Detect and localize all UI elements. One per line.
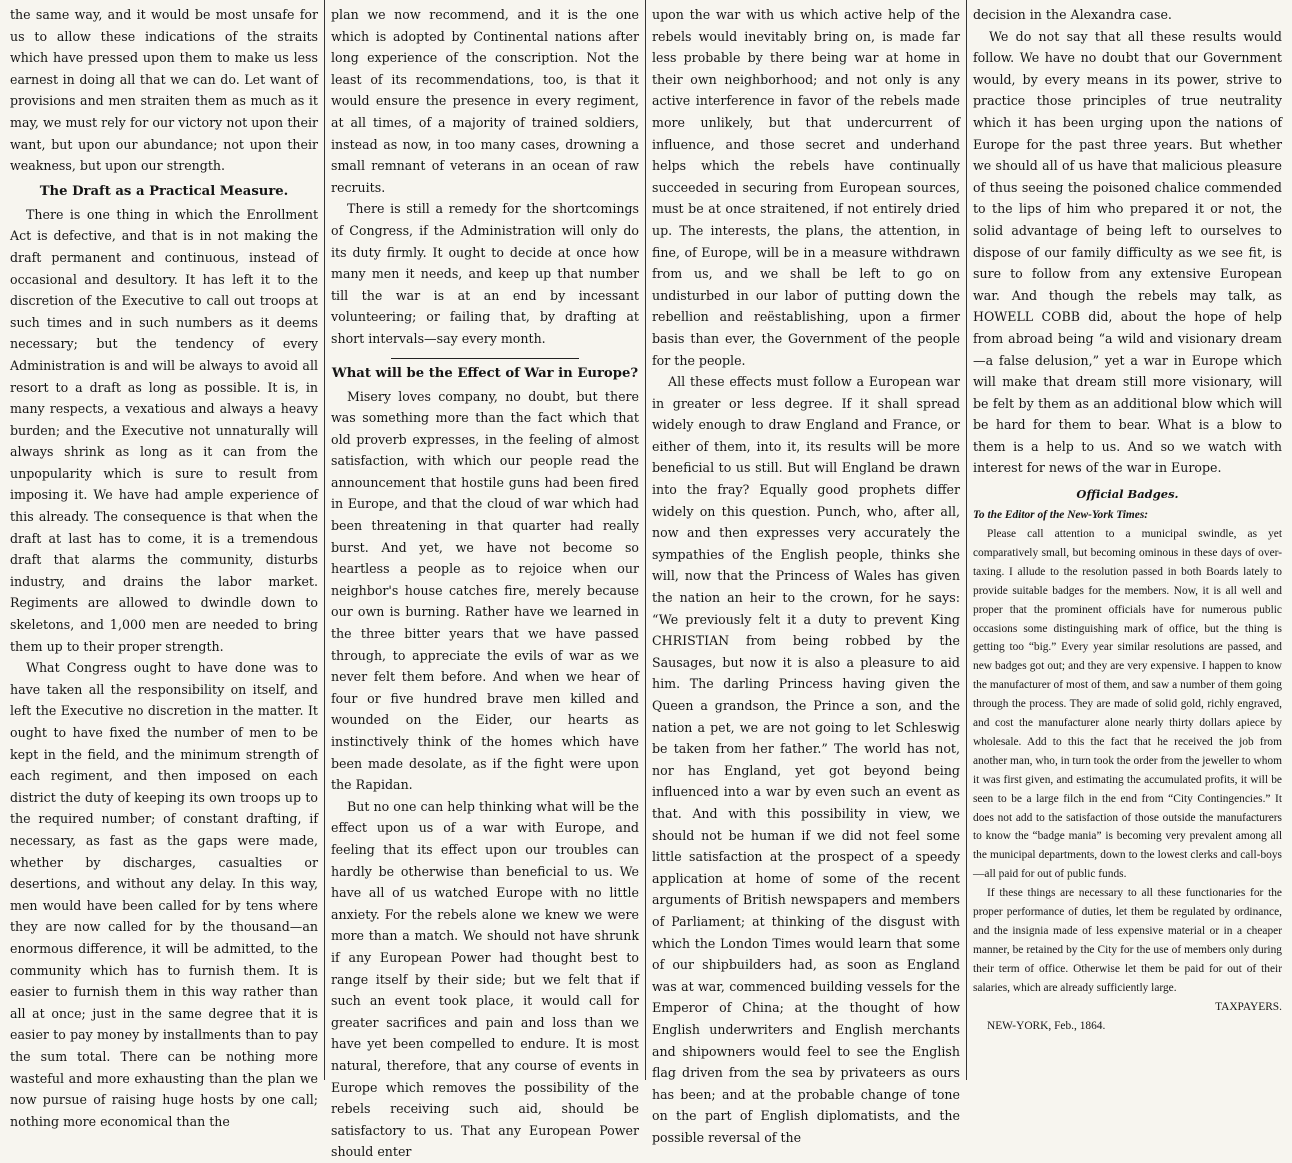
letter-paragraph: Please call attention to a municipal swindle, as yet comparatively small, but becoming ominous in these days of over-taxing. I allude to the resolution passed in both Boards lately to provide suitable badges for the members. Now, it is all well and proper that the prominent officials have for numerous public occasions some distinguishing mark of office, but the thing is getting too “big.” Every year similar resolutions are passed, and new badges got out; and they are very expensive. I happen to know the manufacturer of most of them, and saw a number of them going through the process. They are made of solid gold, richly engraved, and cost the manufacturer alone nearly thirty dollars apiece by wholesale. Add to this the fact that he received the job from another man, who, in turn took the order from the jeweller to whom it was first given, and estimating the accumulated profits, it will be seen to be a large filch in the end from “City Contingencies.” It does not add to the satisfaction of those outside the manufacturers to know the “badge mania” is becoming very prevalent among all the municipal departments, down to the lowest clerks and call-boys—all paid for out of public funds.	[973, 527, 1282, 881]
column-1	[4, 0, 325, 1129]
article-headline-war-europe: What will be the Effect of War in Europe?	[331, 365, 639, 381]
paragraph: What Congress ought to have done was to have taken all the responsibility on itself, and left the Executive no discretion in the matter. It ought to have fixed the number of men to be kept in the field, and the minimum strength of each regiment, and then imposed on each district the duty of keeping its own troops up to the required number; of constant drafting, if necessary, as fast as the gaps were made, whether by discharges, casualties or desertions, and without any delay. In this way, men would have been called for by tens where they are now called for by the thousand—an enormous difference, it will be admitted, to the community which has to furnish them. It is easier to furnish them in this way rather than all at once; just in the same degree that it is easier to pay money by installments than to pay the sum total. There can be nothing more wasteful and more exhausting than the plan we now pursue of raising huge hosts by one call; nothing more economical than the	[10, 660, 318, 1129]
paragraph: plan we now recommend, and it is the one which is adopted by Continental nations after long experience of the conscription. Not the least of its recommendations, too, is that it would ensure the presence in every regiment, at all times, of a majority of trained soldiers, instead as now, in too many cases, drowning a small remnant of veterans in an ocean of raw recruits.	[331, 7, 639, 195]
article-headline-draft: The Draft as a Practical Measure.	[39, 183, 289, 199]
column-2	[325, 0, 646, 1160]
letter-paragraph: If these things are necessary to all these functionaries for the proper performance of duties, let them be regulated by ordinance, and the insignia made of less expensive material or in a cheaper manner, be retained by the City for the use of members only during their term of office. Otherwise let them be paid for out of their salaries, which are already sufficiently large.	[973, 887, 1282, 994]
paragraph: upon the war with us which active help of the rebels would inevitably bring on, is made far less probable by there being war at home in their own neighborhood; and not only is any active interference in favor of the rebels made more unlikely, but that undercurrent of influence, and those secret and underhand helps which the rebels have continually succeeded in securing from European sources, must be at once straitened, if not entirely dried up. The interests, the plans, the attention, in fine, of Europe, will be in a measure withdrawn from us, and we shall be left to go on undisturbed in our labor of putting down the rebellion and reëstablishing, upon a firmer basis than ever, the Government of the people for the people.	[652, 7, 960, 368]
column-3	[646, 0, 967, 1145]
letter-salutation: To the Editor of the New-York Times:	[973, 509, 1149, 522]
letter-signature: TAXPAYERS.	[1215, 1000, 1282, 1013]
letter-dateline: NEW-YORK, Feb., 1864.	[987, 1019, 1106, 1032]
column-4	[967, 0, 1288, 1080]
paragraph: Misery loves company, no doubt, but there was something more than the fact which that old proverb expresses, in the feeling of almost satisfaction, with which our people read the announcement that hostile guns had been fired in Europe, and that the cloud of war which had been threatening in that quarter had really burst. And yet, we have not become so heartless a people as to rejoice when our neighbor's house catches fire, merely because our own is burning. Rather have we learned in the three bitter years that we have passed through, to appreciate the evils of war as we never felt them before. And when we hear of four or five hundred brave men killed and wounded on the Eider, our hearts as instinctively think of the homes which have been made desolate, as if the fight were upon the Rapidan.	[331, 388, 639, 793]
paragraph: decision in the Alexandra case.	[973, 7, 1172, 22]
paragraph: There is one thing in which the Enrollment Act is defective, and that is in not making the draft permanent and continuous, instead of occasional and desultory. It has left it to the discretion of the Executive to call out troops at such times and in such numbers as it deems necessary; but the tendency of every Administration is and will be always to avoid all resort to a draft as long as possible. It is, in many respects, a vexatious and always a heavy burden; and the Executive not unnaturally will always shrink as long as it can from the unpopularity which is sure to result from imposing it. We have had ample experience of this already. The consequence is that when the draft at last has to come, it is a tremendous draft that alarms the community, disturbs industry, and drains the labor market. Regiments are allowed to dwindle down to skeletons, and 1,000 men are needed to bring them up to their proper strength.	[10, 206, 318, 654]
paragraph: the same way, and it would be most unsafe for us to allow these indications of the straits which have pressed upon them to make us less earnest in doing all that we can do. Let want of provisions and men straiten them as much as it may, we must rely for our victory not upon their want, but upon our abundance; not upon their weakness, but upon our strength.	[10, 7, 318, 174]
section-divider	[391, 358, 579, 359]
paragraph: We do not say that all these results would follow. We have no doubt that our Government would, by every means in its power, strive to practice those principles of true neutrality which it has been urging upon the nations of Europe for the past three years. But whether we should all of us have that malicious pleasure of thus seeing the poisoned chalice commended to the lips of him who prepared it or not, the solid advantage of being left to ourselves to dispose of our family difficulty as we see fit, is sure to follow from any extensive European war. And though the rebels may talk, as HOWELL COBB did, about the hope of help from abroad being “a wild and visionary dream—a false delusion,” yet a war in Europe which will make that dream still more visionary, will be felt by them as an additional blow which will be hard for them to bear. What is a blow to them is a help to us. And so we watch with interest for news of the war in Europe.	[973, 28, 1282, 476]
paragraph: There is still a remedy for the shortcomings of Congress, if the Administration will only do its duty firmly. It ought to decide at once how many men it needs, and keep up that number till the war is at an end by incessant volunteering; or failing that, by drafting at short intervals—say every month.	[331, 201, 639, 346]
paragraph: All these effects must follow a European war in greater or less degree. If it shall spread widely enough to draw England and France, or either of them, into it, its results will be more beneficial to us still. But will England be drawn into the fray? Equally good prophets differ widely on this question. Punch, who, after all, now and then expresses very accurately the sympathies of the English people, thinks she will, now that the Princess of Wales has given the nation an heir to the crown, for he says: “We previously felt it a duty to prevent King CHRISTIAN from being robbed by the Sausages, but now it is also a pleasure to aid him. The darling Princess having given the Queen a grandson, the Prince a son, and the nation a pet, we are not going to let Schleswig be taken from her father.” The world has not, nor has England, yet got beyond being influenced into a war by even such an event as that. And with this possibility in view, we should not be human if we did not feel some little satisfaction at the prospect of a speedy application at home of some of the recent arguments of British newspapers and members of Parliament; at thinking of the disgust with which the London Times would learn that some of our shipbuilders had, as soon as England was at war, commenced building vessels for the Emperor of China; at the thought of how English underwriters and English merchants and shipowners would feel to see the English flag driven from the sea by privateers as ours has been; and at the probable change of tone on the part of English diplomatists, and the possible reversal of the	[652, 374, 960, 1145]
article-headline-official-badges: Official Badges.	[1076, 487, 1179, 502]
paragraph: But no one can help thinking what will be the effect upon us of a war with Europe, and feeling that its effect upon our troubles can hardly be otherwise than beneficial to us. We have all of us watched Europe with no little anxiety. For the rebels alone we knew we were more than a match. We should not have shrunk if any European Power had thought best to range itself by their side; but we felt that if such an event took place, it would call for greater sacrifices and pain and loss than we have yet been compelled to endure. It is most natural, therefore, that any course of events in Europe which removes the possibility of the rebels receiving such aid, should be satisfactory to us. That any European Power should enter	[331, 798, 639, 1160]
